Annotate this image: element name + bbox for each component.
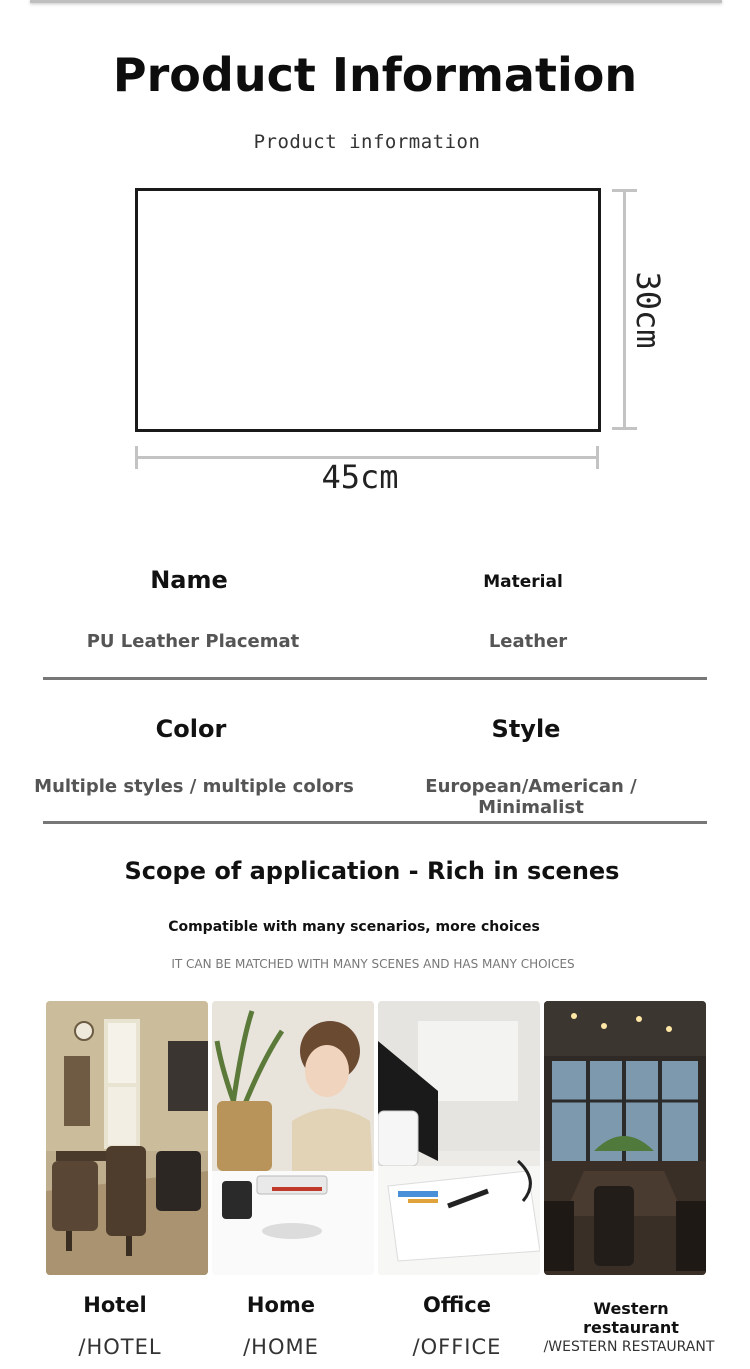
top-divider: [30, 0, 722, 3]
scene-office-label: Office: [423, 1293, 491, 1317]
page-title: Product Information: [112, 48, 638, 102]
scene-hotel-en: /HOTEL: [78, 1335, 162, 1359]
spec-style-label: Style: [491, 715, 561, 743]
spec-divider-2: [43, 821, 707, 824]
width-dimension-cap-left: [135, 446, 138, 469]
spec-style-value: European/American / Minimalist: [425, 776, 637, 818]
spec-color-label: Color: [155, 715, 227, 743]
height-dimension-cap-top: [612, 189, 637, 192]
spec-material-label: Material: [483, 572, 563, 592]
spec-material-value: Leather: [488, 631, 568, 652]
scene-office-en: /OFFICE: [412, 1335, 502, 1359]
spec-color-value: Multiple styles / multiple colors: [34, 776, 354, 797]
hotel-photo: [46, 1001, 208, 1275]
spec-name-value: PU Leather Placemat: [86, 631, 300, 652]
placemat-outline: [135, 188, 601, 432]
height-dimension-cap-bottom: [612, 427, 637, 430]
spec-name-label: Name: [150, 566, 228, 594]
scene-hotel-label: Hotel: [83, 1293, 147, 1317]
restaurant-photo: [544, 1001, 706, 1275]
scene-home-en: /HOME: [243, 1335, 319, 1359]
page-subtitle: Product information: [253, 131, 481, 153]
width-dimension-cap-right: [596, 446, 599, 469]
scene-restaurant-label: Western restaurant: [583, 1299, 679, 1337]
width-dimension-label: 45cm: [321, 458, 399, 496]
scope-subtitle: Compatible with many scenarios, more choices: [168, 919, 540, 935]
scene-restaurant-en: /WESTERN RESTAURANT: [543, 1339, 715, 1355]
height-dimension-label: 30cm: [629, 271, 667, 349]
spec-divider-1: [43, 677, 707, 680]
office-photo: [378, 1001, 540, 1275]
scope-title: Scope of application - Rich in scenes: [124, 857, 620, 885]
scope-caption: IT CAN BE MATCHED WITH MANY SCENES AND HAS MANY CHOICES: [171, 957, 575, 971]
scene-home-label: Home: [246, 1293, 316, 1317]
home-photo: [212, 1001, 374, 1275]
height-dimension-line: [623, 190, 626, 430]
